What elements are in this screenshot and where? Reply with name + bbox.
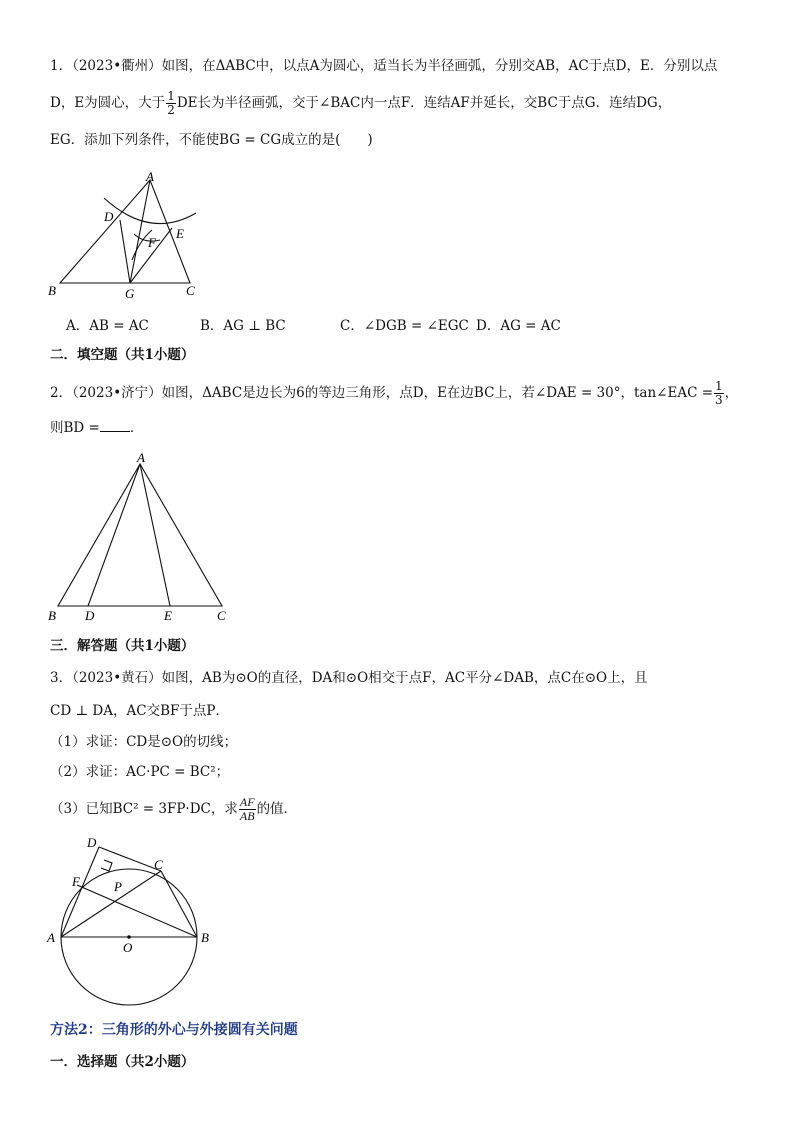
q1-option-c[interactable]: C．∠DGB = ∠EGC: [340, 318, 469, 334]
q3-part3a: （3）已知BC² = 3FP·DC，求: [50, 801, 238, 817]
q2-label-C: C: [217, 608, 226, 623]
q2-text-line2a: 则BD =: [50, 420, 100, 436]
q2-label-A: A: [137, 450, 145, 465]
q1-label-A: A: [146, 169, 154, 184]
q2-text-line1a: 2．（2023•济宁）如图，ΔABC是边长为6的等边三角形，点D，E在边BC上，若∠DAE = 30°，tan∠EAC =: [50, 385, 714, 401]
q3-part3b: 的值．: [256, 801, 298, 817]
q3-text-line1: 3．（2023•黄石）如图，AB为⊙O的直径，DA和⊙O相交于点F，AC平分∠DAB，点C在⊙O上，且: [50, 670, 648, 686]
q2-fraction: [714, 380, 724, 407]
q1-text-line3: EG．添加下列条件，不能使BG = CG成立的是( ): [50, 132, 373, 148]
q3-part2: （2）求证：AC·PC = BC²；: [50, 764, 230, 780]
q1-label-C: C: [186, 283, 195, 298]
q1-label-G: G: [125, 286, 135, 301]
section-choice: 一．选择题（共2小题）: [50, 1054, 195, 1070]
q2-text-line2: [50, 418, 143, 438]
q3-label-B: B: [201, 930, 209, 945]
q1-label-F: F: [148, 235, 156, 250]
q3-label-F: F: [72, 874, 80, 889]
section-answer: 三．解答题（共1小题）: [50, 638, 195, 654]
q1-text-line1: 1．（2023•衢州）如图，在ΔABC中，以点A为圆心，适当长为半径画弧，分别交AB，AC于点D，E．分别以点: [50, 58, 718, 74]
q2-text-line1b: ，: [724, 385, 739, 401]
q2-text-line1: [50, 380, 738, 407]
q1-option-b[interactable]: B．AG ⊥ BC: [200, 318, 286, 334]
q3-text-line2: CD ⊥ DA，AC交BF于点P．: [50, 703, 229, 719]
q1-text-line2a: D，E为圆心，大于: [50, 95, 166, 111]
q2-label-E: E: [164, 608, 172, 623]
q3-frac-den: AB: [239, 809, 255, 823]
q3-figure: [40, 830, 230, 1010]
q1-text-line2b: DE长为半径画弧，交于∠BAC内一点F．连结AF并延长，交BC于点G．连结DG，: [176, 95, 672, 111]
q3-part3: [50, 796, 297, 823]
section-fill-in: 二．填空题（共1小题）: [50, 347, 195, 363]
q1-option-a[interactable]: A．AB = AC: [66, 318, 149, 334]
q1-fraction: [166, 90, 176, 117]
q1-frac-den: 2: [167, 103, 175, 117]
q1-text-line2: [50, 90, 671, 117]
q1-frac-num: 1: [167, 89, 175, 103]
q3-label-D: D: [87, 835, 97, 850]
q3-fraction: [239, 796, 256, 823]
q2-label-D: D: [85, 608, 95, 623]
q2-answer-blank[interactable]: [100, 419, 130, 432]
q3-part1: （1）求证：CD是⊙O的切线；: [50, 734, 238, 750]
q1-figure: [40, 168, 210, 303]
q3-label-O: O: [123, 940, 133, 955]
q3-label-A: A: [47, 930, 55, 945]
q2-frac-den: 3: [715, 393, 723, 407]
q1-option-d[interactable]: D．AG = AC: [476, 318, 561, 334]
q1-label-E: E: [176, 226, 184, 241]
q1-label-B: B: [48, 283, 56, 298]
q2-figure: [40, 446, 240, 626]
q3-frac-num: AF: [239, 795, 255, 809]
q2-frac-num: 1: [715, 379, 723, 393]
q3-label-P: P: [114, 879, 122, 894]
method-heading: 方法2：三角形的外心与外接圆有关问题: [50, 1022, 298, 1038]
q2-text-line2b: ．: [129, 420, 144, 436]
q3-label-C: C: [154, 857, 163, 872]
q1-label-D: D: [104, 209, 114, 224]
q2-label-B: B: [48, 608, 56, 623]
